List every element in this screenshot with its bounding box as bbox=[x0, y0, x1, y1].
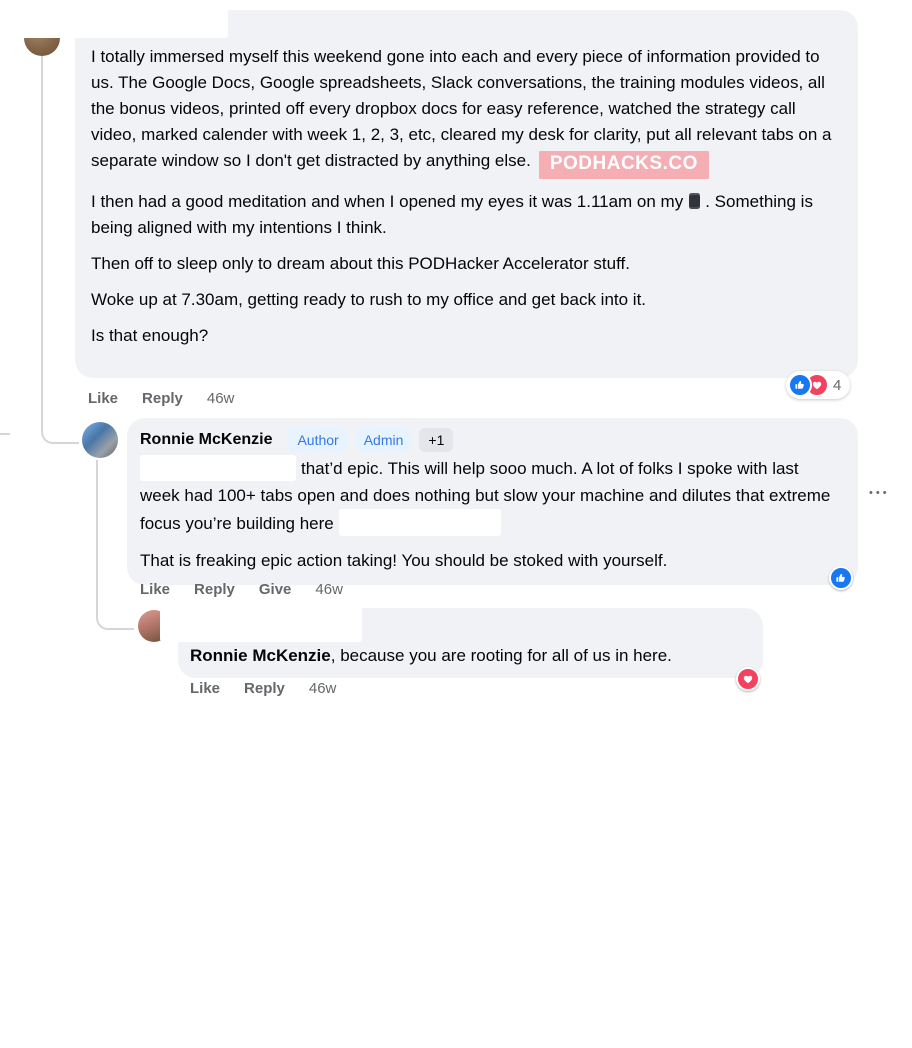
overflow-menu-icon[interactable]: ••• bbox=[869, 487, 890, 499]
love-reaction-badge[interactable] bbox=[736, 667, 760, 691]
comment-bubble bbox=[75, 10, 858, 378]
comment-text: I totally immersed myself this weekend gone into each and every piece of information provided to us. The Google Docs, Google spreadsheets, Slack conversations, the training modules videos, all the bonus videos, printed off every dropbox docs for easy reference, watched the strategy call video, marked calender with week 1, 2, 3, etc, cleared my desk for clarity, put all relevant tabs on a separate window so I don't get distracted by anything else. bbox=[91, 47, 832, 170]
comment-text: Is that enough? bbox=[91, 326, 209, 345]
comment-actions bbox=[88, 390, 234, 407]
admin-badge: Admin bbox=[355, 428, 413, 452]
comment-text: . Something is being aligned with my intentions I think. bbox=[91, 192, 813, 237]
like-reaction-badge[interactable] bbox=[829, 566, 853, 590]
author-name-link[interactable]: Ronnie McKenzie bbox=[140, 431, 273, 448]
comment-text: Woke up at 7.30am, getting ready to rush to my office and get back into it. bbox=[91, 290, 647, 309]
redacted-text bbox=[339, 509, 501, 536]
reply-button[interactable]: Reply bbox=[244, 680, 285, 697]
comment-header bbox=[140, 426, 842, 453]
mention-link[interactable]: Ronnie McKenzie bbox=[190, 646, 331, 665]
like-button[interactable]: Like bbox=[140, 581, 171, 598]
author-badge: Author bbox=[288, 428, 347, 452]
like-button[interactable]: Like bbox=[88, 390, 119, 407]
podhacks-watermark: PODHACKS.CO bbox=[539, 151, 709, 179]
like-button[interactable]: Like bbox=[190, 680, 221, 697]
comment-text: Then off to sleep only to dream about this PODHacker Accelerator stuff. bbox=[91, 254, 630, 273]
thread-line-edge bbox=[0, 433, 10, 435]
comment-text: I then had a good meditation and when I opened my eyes it was 1.11am on my bbox=[91, 192, 684, 211]
reaction-count: 4 bbox=[833, 376, 842, 394]
reply-button[interactable]: Reply bbox=[142, 390, 183, 407]
mobile-phone-emoji-icon bbox=[689, 193, 700, 209]
timestamp[interactable]: 46w bbox=[315, 581, 343, 598]
redacted-mention bbox=[140, 455, 296, 481]
comment-actions bbox=[190, 680, 336, 697]
reaction-pill[interactable] bbox=[786, 371, 850, 399]
more-badges-button[interactable]: +1 bbox=[419, 428, 453, 452]
like-reaction-icon bbox=[788, 373, 812, 397]
reply-button[interactable]: Reply bbox=[194, 581, 235, 598]
comment-text: , because you are rooting for all of us in here. bbox=[330, 646, 672, 665]
give-button[interactable]: Give bbox=[258, 581, 292, 598]
comment-bubble bbox=[127, 418, 858, 585]
timestamp[interactable]: 46w bbox=[206, 390, 235, 407]
comment-text: That is freaking epic action taking! You should be stoked with yourself. bbox=[140, 551, 668, 570]
comment-actions bbox=[140, 581, 343, 598]
thread-connector-1 bbox=[41, 56, 79, 444]
redacted-author-name bbox=[160, 604, 362, 642]
redacted-author-name bbox=[18, 0, 228, 38]
comment-text: that’d epic. This will help sooo much. A lot of folks I spoke with last week had 100+ tabs open and does nothing but slow your machine and dilutes that extreme focus you’re building here bbox=[140, 459, 831, 533]
avatar-ronnie-mckenzie[interactable] bbox=[82, 422, 118, 458]
timestamp[interactable]: 46w bbox=[308, 680, 337, 697]
